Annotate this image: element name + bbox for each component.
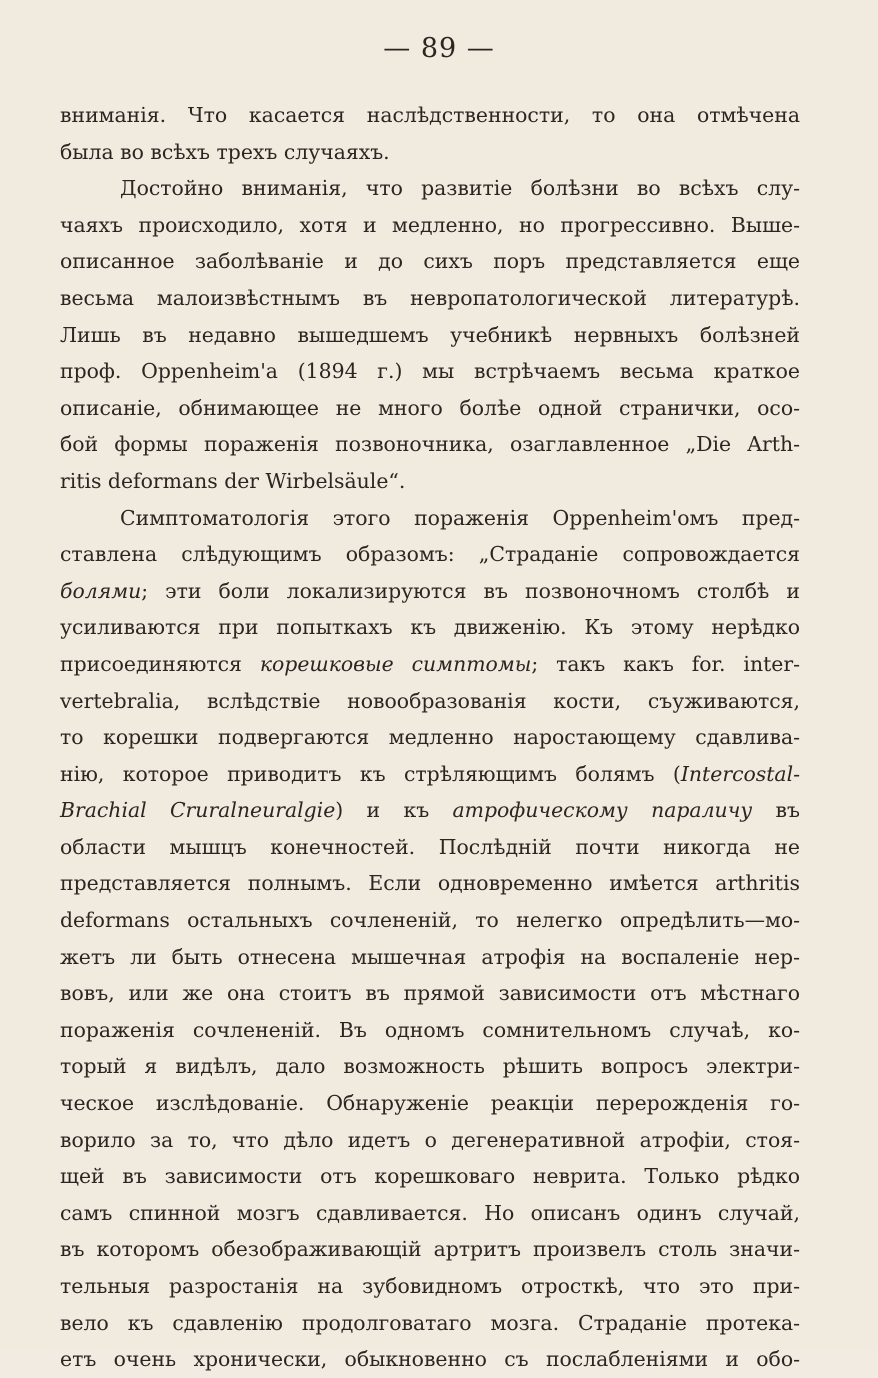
text-run: представляется полнымъ. Если одновременно имѣется arthritis (60, 871, 800, 896)
page-body-text (60, 97, 800, 1378)
text-line (60, 939, 800, 976)
text-line (60, 500, 800, 537)
paragraph (60, 170, 800, 499)
text-run: нію, которое приводитъ къ стрѣляющимъ болямъ ( (60, 761, 681, 786)
text-run: пораженія сочлененій. Въ одномъ сомнительномъ случаѣ, ко- (60, 1017, 800, 1042)
text-line (60, 170, 800, 207)
text-line (60, 683, 800, 720)
text-run: присоединяются (60, 651, 260, 676)
text-run: усиливаются при попыткахъ къ движенію. Къ этому нерѣдко (60, 615, 800, 640)
text-line (60, 573, 800, 610)
text-run: бой формы пораженія позвоночника, озаглавленное „Die Arth- (60, 432, 800, 457)
text-run: чаяхъ происходило, хотя и медленно, но прогрессивно. Выше- (60, 212, 800, 237)
text-line (60, 1231, 800, 1268)
text-run: ческое изслѣдованіе. Обнаруженіе реакціи перерожденія го- (60, 1091, 800, 1116)
text-line (60, 317, 800, 354)
text-run: была во всѣхъ трехъ случаяхъ. (60, 139, 390, 164)
text-run: Достойно вниманія, что развитіе болѣзни во всѣхъ слу- (120, 176, 800, 201)
text-run: проф. Oppenheim'а (1894 г.) мы встрѣчаемъ весьма краткое (60, 359, 800, 384)
text-line (60, 1048, 800, 1085)
text-line (60, 756, 800, 793)
text-run: самъ спинной мозгъ сдавливается. Но описанъ одинъ случай, (60, 1200, 800, 1225)
text-run: весьма малоизвѣстнымъ въ невропатологической литературѣ. (60, 285, 800, 310)
italic-text: Brachial Cruralneuralgie (60, 798, 336, 823)
text-line (60, 463, 800, 500)
text-run: етъ очень хронически, обыкновенно съ послабленіями и обо- (60, 1347, 800, 1372)
text-line (60, 646, 800, 683)
page-number: — 89 — (383, 33, 495, 64)
text-line (60, 1305, 800, 1342)
text-line (60, 865, 800, 902)
text-line (60, 426, 800, 463)
text-line (60, 353, 800, 390)
text-run: въ (752, 798, 800, 823)
text-line (60, 609, 800, 646)
text-line (60, 1012, 800, 1049)
text-run: ставлена слѣдующимъ образомъ: „Страданіе сопровождается (60, 542, 800, 567)
text-line (60, 1158, 800, 1195)
italic-text: болями (60, 578, 142, 603)
text-run: тельныя разростанія на зубовидномъ отросткѣ, что это при- (60, 1274, 800, 1298)
text-run: описаніе, обнимающее не много болѣе одной странички, осо- (60, 395, 800, 420)
text-line (60, 1085, 800, 1122)
text-run: вовъ, или же она стоитъ въ прямой зависимости отъ мѣстнаго (60, 981, 800, 1006)
text-run: ) и къ (335, 798, 453, 823)
text-run: жетъ ли быть отнесена мышечная атрофія на воспаленіе нер- (60, 944, 800, 969)
italic-text: атрофическому параличу (452, 798, 753, 823)
text-run: торый я видѣлъ, дало возможность рѣшить вопросъ электри- (60, 1054, 800, 1079)
text-run: области мышцъ конечностей. Послѣдній почти никогда не (60, 834, 800, 859)
text-line (60, 280, 800, 317)
text-line (60, 243, 800, 280)
text-run: ritis deformans der Wirbelsäule“. (60, 468, 406, 493)
text-line (60, 1122, 800, 1159)
italic-text: корешковые симптомы (259, 651, 532, 676)
text-run: ; эти боли локализируются въ позвоночномъ столбѣ и (141, 578, 800, 603)
paragraph (60, 500, 800, 1378)
text-line (60, 792, 800, 829)
text-run: то корешки подвергаются медленно наростающему сдавлива- (60, 725, 800, 750)
text-run: описанное заболѣваніе и до сихъ поръ представляется еще (60, 249, 800, 274)
text-line (60, 1195, 800, 1232)
text-run: вниманія. Что касается наслѣдственности, то она отмѣчена (60, 103, 800, 127)
text-run: ворило за то, что дѣло идетъ о дегенеративной атрофіи, стоя- (60, 1127, 800, 1152)
text-line (60, 134, 800, 171)
text-line (60, 390, 800, 427)
text-line (60, 97, 800, 134)
paragraph (60, 97, 800, 170)
text-run: Лишь въ недавно вышедшемъ учебникѣ нервныхъ болѣзней (60, 322, 800, 347)
text-run: щей въ зависимости отъ корешковаго неврита. Только рѣдко (60, 1164, 800, 1189)
text-run: вело къ сдавленію продолговатаго мозга. Страданіе протека- (60, 1310, 800, 1335)
text-line (60, 829, 800, 866)
text-run: въ которомъ обезображивающій артритъ произвелъ столь значи- (60, 1237, 800, 1262)
text-line (60, 1341, 800, 1378)
text-run: ; такъ какъ for. inter- (531, 651, 800, 676)
text-run: deformans остальныхъ сочлененій, то нелегко опредѣлить—мо- (60, 908, 800, 933)
text-line (60, 1268, 800, 1305)
text-line (60, 536, 800, 573)
text-line (60, 719, 800, 756)
text-run: Симптоматологія этого пораженія Oppenheim'омъ пред- (120, 505, 800, 530)
text-line (60, 902, 800, 939)
text-line (60, 975, 800, 1012)
italic-text: Intercostal- (680, 761, 800, 786)
text-line (60, 207, 800, 244)
text-run: vertebralia, вслѣдствіе новообразованія кости, съуживаются, (60, 688, 800, 713)
